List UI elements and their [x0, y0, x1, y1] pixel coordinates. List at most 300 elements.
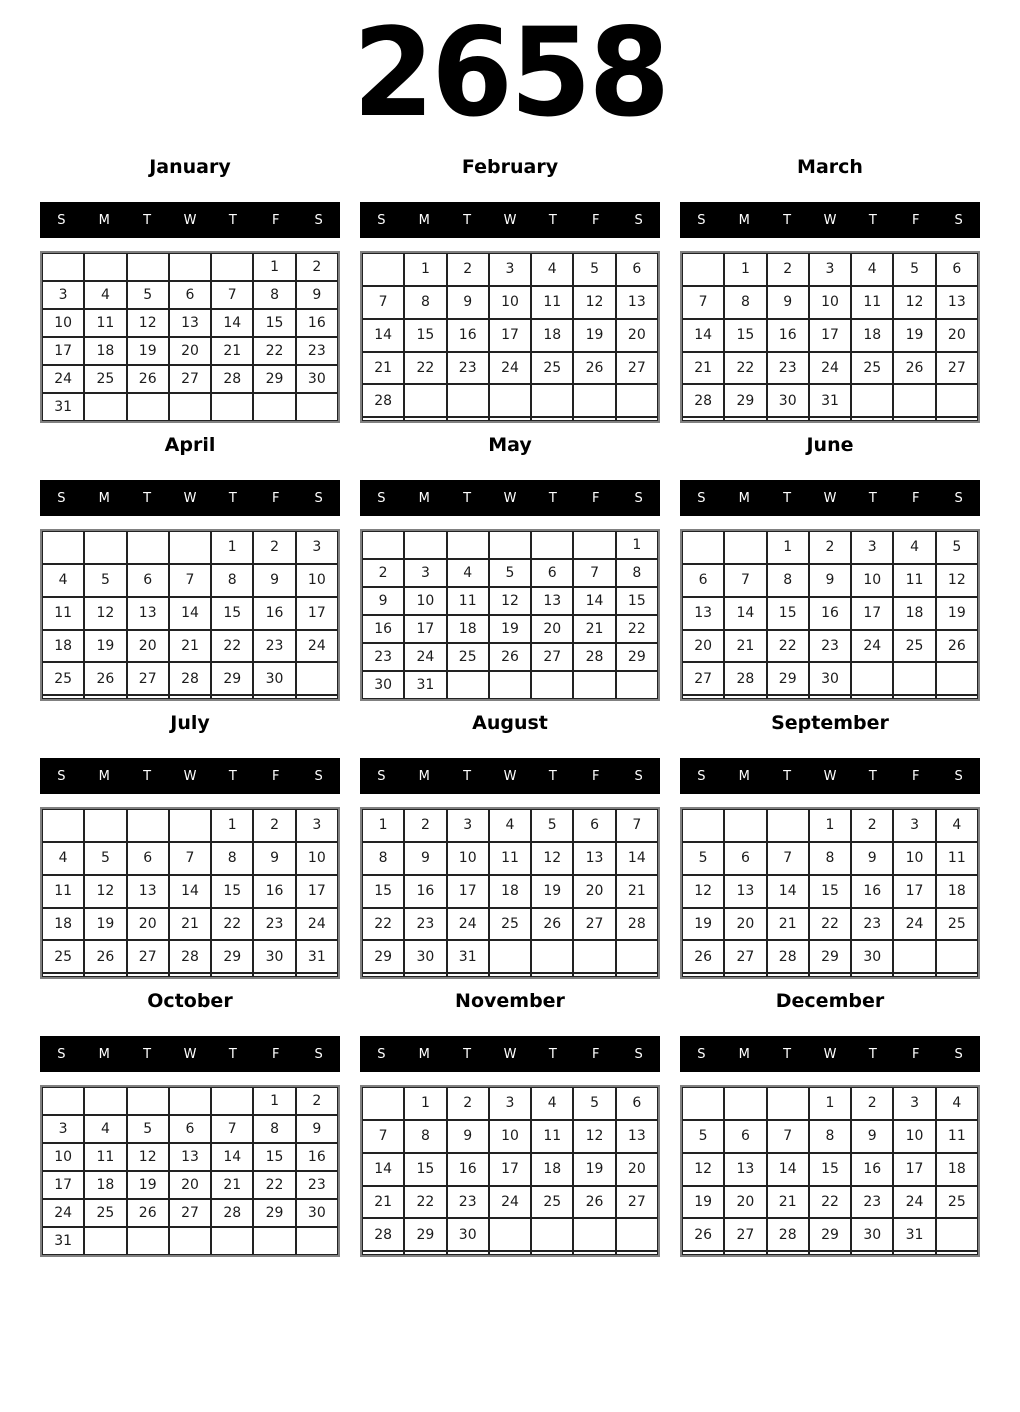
- week-row: [362, 809, 658, 842]
- weekday-header-bar: [40, 480, 340, 516]
- day-cell: 4: [84, 1115, 126, 1143]
- weekday-label: S: [57, 1046, 66, 1062]
- day-cell: 28: [724, 662, 766, 695]
- day-cell: 2: [296, 1087, 338, 1115]
- day-cell: 4: [893, 531, 935, 564]
- week-row: [362, 352, 658, 385]
- month-april: [40, 434, 340, 701]
- week-row: [362, 940, 658, 973]
- day-cell: 5: [893, 253, 935, 286]
- empty-day-cell: [809, 417, 851, 421]
- empty-day-cell: [362, 531, 404, 559]
- empty-day-cell: [362, 417, 404, 421]
- day-cell: 7: [362, 1120, 404, 1153]
- day-cell: 3: [42, 1115, 84, 1143]
- day-cell: 11: [531, 286, 573, 319]
- empty-day-cell: [809, 1251, 851, 1255]
- day-cell: 20: [936, 319, 978, 352]
- empty-day-cell: [169, 1087, 211, 1115]
- week-row: [682, 662, 978, 695]
- weekday-label: T: [143, 212, 152, 228]
- weekday-label: W: [183, 490, 197, 506]
- weekday-label: S: [697, 490, 706, 506]
- empty-day-cell: [936, 1218, 978, 1251]
- day-cell: 8: [724, 286, 766, 319]
- empty-day-cell: [682, 1087, 724, 1120]
- day-cell: 25: [531, 352, 573, 385]
- empty-day-cell: [767, 1087, 809, 1120]
- week-row: [362, 875, 658, 908]
- day-cell: 12: [936, 564, 978, 597]
- day-cell: 7: [767, 842, 809, 875]
- day-cell: 10: [893, 842, 935, 875]
- day-cell: 11: [531, 1120, 573, 1153]
- day-cell: 4: [936, 809, 978, 842]
- day-cell: 6: [936, 253, 978, 286]
- week-row: [682, 908, 978, 941]
- week-row: [362, 842, 658, 875]
- weekday-label: W: [503, 1046, 517, 1062]
- empty-day-cell: [809, 973, 851, 977]
- day-cell: 9: [404, 842, 446, 875]
- day-cell: 22: [809, 1186, 851, 1219]
- empty-day-cell: [682, 253, 724, 286]
- empty-day-cell: [253, 1227, 295, 1255]
- day-cell: 24: [893, 908, 935, 941]
- day-cell: 22: [253, 337, 295, 365]
- day-cell: 3: [404, 559, 446, 587]
- day-cell: 10: [893, 1120, 935, 1153]
- day-cell: 6: [573, 809, 615, 842]
- empty-day-cell: [84, 1087, 126, 1115]
- day-cell: 22: [362, 908, 404, 941]
- day-cell: 17: [42, 1171, 84, 1199]
- day-cell: 23: [362, 643, 404, 671]
- month-title: April: [164, 434, 216, 456]
- day-cell: 22: [616, 615, 658, 643]
- day-cell: 27: [127, 940, 169, 973]
- month-may: [360, 434, 660, 701]
- week-row: [682, 842, 978, 875]
- weekday-label: T: [463, 1046, 472, 1062]
- day-cell: 31: [809, 384, 851, 417]
- empty-day-cell: [362, 973, 404, 977]
- week-row: [682, 417, 978, 421]
- empty-day-cell: [531, 973, 573, 977]
- empty-day-cell: [531, 1218, 573, 1251]
- day-cell: 15: [616, 587, 658, 615]
- day-cell: 26: [489, 643, 531, 671]
- day-cell: 14: [169, 597, 211, 630]
- weekday-label: T: [228, 212, 237, 228]
- day-cell: 30: [296, 1199, 338, 1227]
- weekday-label: T: [143, 1046, 152, 1062]
- day-cell: 23: [809, 630, 851, 663]
- day-cell: 10: [42, 309, 84, 337]
- month-title: December: [775, 990, 885, 1012]
- day-cell: 2: [447, 253, 489, 286]
- day-cell: 9: [296, 1115, 338, 1143]
- day-cell: 23: [447, 352, 489, 385]
- empty-day-cell: [404, 1251, 446, 1255]
- weekday-label: F: [911, 212, 920, 228]
- weekday-label: M: [98, 1046, 110, 1062]
- empty-day-cell: [936, 940, 978, 973]
- month-days-table: [680, 529, 980, 701]
- day-cell: 20: [169, 1171, 211, 1199]
- weekday-label: M: [418, 490, 430, 506]
- day-cell: 24: [42, 1199, 84, 1227]
- empty-day-cell: [489, 940, 531, 973]
- month-days-table: [360, 251, 660, 423]
- empty-day-cell: [84, 809, 126, 842]
- empty-day-cell: [296, 695, 338, 699]
- week-row: [42, 973, 338, 977]
- day-cell: 10: [851, 564, 893, 597]
- weekday-label: S: [954, 212, 963, 228]
- empty-day-cell: [893, 417, 935, 421]
- day-cell: 11: [84, 1143, 126, 1171]
- empty-day-cell: [682, 531, 724, 564]
- weekday-label: M: [98, 212, 110, 228]
- empty-day-cell: [531, 417, 573, 421]
- empty-day-cell: [362, 253, 404, 286]
- empty-day-cell: [84, 973, 126, 977]
- month-days-table: [680, 251, 980, 423]
- day-cell: 3: [489, 253, 531, 286]
- weekday-label: F: [911, 768, 920, 784]
- day-cell: 3: [489, 1087, 531, 1120]
- week-row: [362, 1120, 658, 1153]
- day-cell: 13: [127, 597, 169, 630]
- empty-day-cell: [42, 1087, 84, 1115]
- day-cell: 17: [851, 597, 893, 630]
- month-title: February: [461, 156, 559, 178]
- week-row: [362, 1218, 658, 1251]
- empty-day-cell: [936, 662, 978, 695]
- day-cell: 16: [404, 875, 446, 908]
- weekday-header-bar: [360, 758, 660, 794]
- week-row: [682, 286, 978, 319]
- day-cell: 26: [531, 908, 573, 941]
- day-cell: 5: [936, 531, 978, 564]
- day-cell: 10: [489, 286, 531, 319]
- empty-day-cell: [42, 973, 84, 977]
- weekday-label: W: [503, 212, 517, 228]
- empty-day-cell: [767, 809, 809, 842]
- weekday-label: S: [314, 212, 323, 228]
- empty-day-cell: [616, 1218, 658, 1251]
- day-cell: 21: [169, 908, 211, 941]
- day-cell: 12: [531, 842, 573, 875]
- weekday-label: S: [314, 490, 323, 506]
- day-cell: 18: [447, 615, 489, 643]
- day-cell: 1: [724, 253, 766, 286]
- empty-day-cell: [936, 695, 978, 699]
- day-cell: 4: [489, 809, 531, 842]
- weekday-header-bar: [680, 480, 980, 516]
- empty-day-cell: [893, 973, 935, 977]
- day-cell: 16: [296, 309, 338, 337]
- day-cell: 20: [573, 875, 615, 908]
- weekday-label: F: [271, 1046, 280, 1062]
- day-cell: 6: [169, 281, 211, 309]
- day-cell: 7: [767, 1120, 809, 1153]
- weekday-label: W: [823, 1046, 837, 1062]
- week-row: [42, 281, 338, 309]
- day-cell: 21: [211, 1171, 253, 1199]
- empty-day-cell: [616, 973, 658, 977]
- day-cell: 16: [253, 597, 295, 630]
- empty-day-cell: [404, 973, 446, 977]
- weekday-label: T: [868, 768, 877, 784]
- month-july: [40, 712, 340, 979]
- empty-day-cell: [489, 531, 531, 559]
- day-cell: 15: [211, 597, 253, 630]
- day-cell: 31: [404, 671, 446, 699]
- empty-day-cell: [724, 695, 766, 699]
- day-cell: 24: [489, 1186, 531, 1219]
- weekday-label: T: [783, 490, 792, 506]
- weekday-label: S: [634, 490, 643, 506]
- empty-day-cell: [84, 531, 126, 564]
- empty-day-cell: [893, 662, 935, 695]
- day-cell: 15: [404, 1153, 446, 1186]
- day-cell: 13: [573, 842, 615, 875]
- day-cell: 19: [682, 1186, 724, 1219]
- day-cell: 12: [682, 875, 724, 908]
- day-cell: 28: [169, 662, 211, 695]
- empty-day-cell: [211, 1087, 253, 1115]
- week-row: [42, 1087, 338, 1115]
- weekday-header-bar: [40, 202, 340, 238]
- day-cell: 8: [253, 281, 295, 309]
- empty-day-cell: [42, 695, 84, 699]
- empty-day-cell: [42, 809, 84, 842]
- week-row: [42, 842, 338, 875]
- day-cell: 7: [169, 842, 211, 875]
- week-row: [362, 253, 658, 286]
- day-cell: 17: [489, 319, 531, 352]
- day-cell: 6: [127, 564, 169, 597]
- day-cell: 15: [362, 875, 404, 908]
- week-row: [42, 1115, 338, 1143]
- day-cell: 3: [447, 809, 489, 842]
- empty-day-cell: [573, 384, 615, 417]
- empty-day-cell: [296, 393, 338, 421]
- day-cell: 28: [767, 1218, 809, 1251]
- empty-day-cell: [616, 671, 658, 699]
- day-cell: 22: [211, 908, 253, 941]
- day-cell: 28: [362, 384, 404, 417]
- week-row: [682, 1186, 978, 1219]
- day-cell: 9: [253, 842, 295, 875]
- week-row: [362, 286, 658, 319]
- month-august: [360, 712, 660, 979]
- empty-day-cell: [767, 417, 809, 421]
- weekday-label: F: [591, 1046, 600, 1062]
- day-cell: 2: [362, 559, 404, 587]
- day-cell: 11: [42, 597, 84, 630]
- empty-day-cell: [616, 940, 658, 973]
- weekday-label: M: [738, 212, 750, 228]
- empty-day-cell: [531, 940, 573, 973]
- day-cell: 11: [893, 564, 935, 597]
- empty-day-cell: [573, 531, 615, 559]
- day-cell: 13: [127, 875, 169, 908]
- week-row: [362, 1186, 658, 1219]
- month-title: March: [797, 156, 863, 178]
- weekday-label: T: [783, 1046, 792, 1062]
- empty-day-cell: [211, 695, 253, 699]
- day-cell: 3: [296, 531, 338, 564]
- day-cell: 28: [211, 1199, 253, 1227]
- day-cell: 9: [253, 564, 295, 597]
- day-cell: 18: [84, 337, 126, 365]
- day-cell: 4: [531, 1087, 573, 1120]
- empty-day-cell: [893, 384, 935, 417]
- day-cell: 23: [851, 908, 893, 941]
- day-cell: 29: [724, 384, 766, 417]
- empty-day-cell: [724, 531, 766, 564]
- day-cell: 6: [616, 1087, 658, 1120]
- day-cell: 27: [127, 662, 169, 695]
- day-cell: 1: [404, 1087, 446, 1120]
- week-row: [682, 1087, 978, 1120]
- weekday-label: S: [377, 768, 386, 784]
- day-cell: 21: [767, 908, 809, 941]
- empty-day-cell: [127, 253, 169, 281]
- day-cell: 5: [84, 564, 126, 597]
- day-cell: 1: [809, 809, 851, 842]
- day-cell: 6: [127, 842, 169, 875]
- empty-day-cell: [447, 531, 489, 559]
- day-cell: 28: [767, 940, 809, 973]
- week-row: [682, 809, 978, 842]
- day-cell: 3: [296, 809, 338, 842]
- day-cell: 21: [211, 337, 253, 365]
- day-cell: 22: [404, 352, 446, 385]
- weekday-label: W: [183, 768, 197, 784]
- empty-day-cell: [489, 1251, 531, 1255]
- empty-day-cell: [362, 1087, 404, 1120]
- day-cell: 27: [936, 352, 978, 385]
- week-row: [42, 365, 338, 393]
- day-cell: 18: [42, 630, 84, 663]
- weekday-label: T: [463, 490, 472, 506]
- day-cell: 10: [296, 842, 338, 875]
- day-cell: 14: [682, 319, 724, 352]
- day-cell: 15: [404, 319, 446, 352]
- day-cell: 7: [211, 1115, 253, 1143]
- weekday-label: S: [697, 768, 706, 784]
- day-cell: 8: [767, 564, 809, 597]
- day-cell: 25: [936, 1186, 978, 1219]
- day-cell: 31: [296, 940, 338, 973]
- day-cell: 29: [616, 643, 658, 671]
- day-cell: 19: [682, 908, 724, 941]
- day-cell: 4: [42, 842, 84, 875]
- day-cell: 27: [573, 908, 615, 941]
- day-cell: 2: [447, 1087, 489, 1120]
- week-row: [682, 1218, 978, 1251]
- day-cell: 18: [489, 875, 531, 908]
- empty-day-cell: [84, 253, 126, 281]
- day-cell: 16: [447, 319, 489, 352]
- weekday-header-bar: [360, 480, 660, 516]
- weekday-label: S: [377, 1046, 386, 1062]
- week-row: [42, 564, 338, 597]
- day-cell: 21: [724, 630, 766, 663]
- weekday-label: M: [738, 768, 750, 784]
- day-cell: 12: [573, 286, 615, 319]
- weekday-label: T: [868, 1046, 877, 1062]
- week-row: [362, 384, 658, 417]
- day-cell: 16: [447, 1153, 489, 1186]
- day-cell: 20: [127, 630, 169, 663]
- day-cell: 19: [573, 1153, 615, 1186]
- empty-day-cell: [682, 973, 724, 977]
- week-row: [682, 1251, 978, 1255]
- day-cell: 5: [531, 809, 573, 842]
- day-cell: 13: [531, 587, 573, 615]
- weekday-label: S: [314, 1046, 323, 1062]
- weekday-label: F: [591, 212, 600, 228]
- day-cell: 2: [851, 1087, 893, 1120]
- month-title: July: [170, 712, 210, 734]
- month-september: [680, 712, 980, 979]
- empty-day-cell: [851, 973, 893, 977]
- weekday-header-bar: [680, 758, 980, 794]
- day-cell: 17: [893, 1153, 935, 1186]
- day-cell: 12: [84, 875, 126, 908]
- day-cell: 29: [211, 662, 253, 695]
- day-cell: 19: [127, 1171, 169, 1199]
- week-row: [682, 973, 978, 977]
- day-cell: 5: [84, 842, 126, 875]
- week-row: [362, 1087, 658, 1120]
- day-cell: 30: [809, 662, 851, 695]
- empty-day-cell: [127, 1227, 169, 1255]
- empty-day-cell: [447, 384, 489, 417]
- months-grid: [40, 156, 980, 1257]
- day-cell: 30: [362, 671, 404, 699]
- day-cell: 6: [682, 564, 724, 597]
- day-cell: 15: [211, 875, 253, 908]
- empty-day-cell: [724, 809, 766, 842]
- day-cell: 4: [531, 253, 573, 286]
- day-cell: 11: [42, 875, 84, 908]
- day-cell: 10: [404, 587, 446, 615]
- empty-day-cell: [253, 695, 295, 699]
- day-cell: 17: [489, 1153, 531, 1186]
- day-cell: 24: [809, 352, 851, 385]
- day-cell: 7: [211, 281, 253, 309]
- day-cell: 24: [296, 908, 338, 941]
- weekday-label: S: [954, 490, 963, 506]
- weekday-label: T: [783, 212, 792, 228]
- day-cell: 9: [809, 564, 851, 597]
- weekday-label: T: [143, 490, 152, 506]
- day-cell: 8: [211, 564, 253, 597]
- weekday-label: T: [548, 1046, 557, 1062]
- weekday-label: T: [548, 212, 557, 228]
- day-cell: 14: [767, 875, 809, 908]
- day-cell: 27: [531, 643, 573, 671]
- day-cell: 18: [893, 597, 935, 630]
- day-cell: 26: [682, 1218, 724, 1251]
- day-cell: 24: [489, 352, 531, 385]
